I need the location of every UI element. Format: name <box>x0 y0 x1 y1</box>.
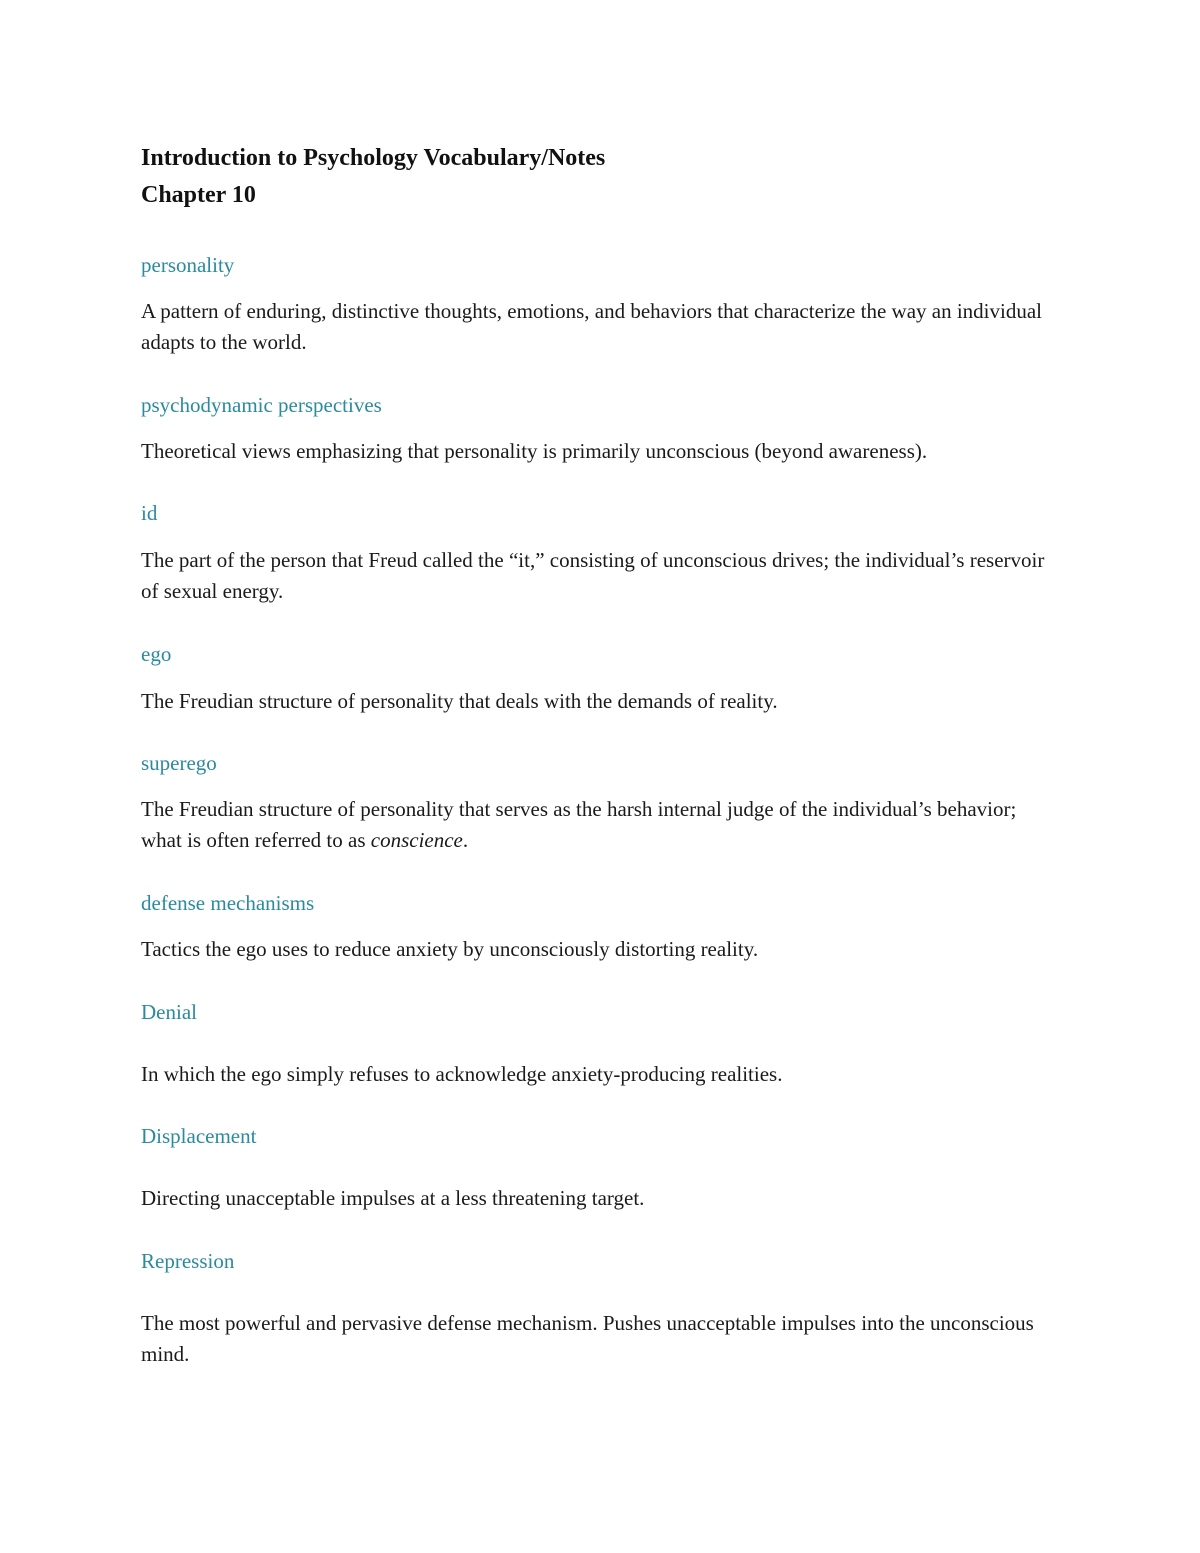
definition-id: The part of the person that Freud called the “it,” consisting of unconscious drives; the individual’s reservoir of sexual energy. <box>141 548 1045 603</box>
term-psychodynamic-perspectives: psychodynamic perspectives <box>141 393 382 417</box>
definition-psychodynamic-perspectives: Theoretical views emphasizing that personality is primarily unconscious (beyond awareness). <box>141 439 928 463</box>
definition-personality: A pattern of enduring, distinctive thoughts, emotions, and behaviors that characterize the way an individual adapts to the world. <box>141 299 1043 354</box>
document-title: Introduction to Psychology Vocabulary/Notes <box>141 145 606 171</box>
term-superego: superego <box>141 751 217 775</box>
definition-superego-text: The Freudian structure of personality that serves as the harsh internal judge of the individual’s behavior; what is often referred to as <box>141 797 1017 852</box>
definition-superego <box>141 794 1061 856</box>
term-displacement: Displacement <box>141 1124 257 1148</box>
definition-denial: In which the ego simply refuses to acknowledge anxiety-producing realities. <box>141 1062 783 1086</box>
definition-displacement: Directing unacceptable impulses at a less threatening target. <box>141 1186 645 1210</box>
term-defense-mechanisms: defense mechanisms <box>141 891 315 915</box>
term-denial: Denial <box>141 1000 197 1024</box>
emphasis-conscience: conscience <box>370 828 463 852</box>
term-personality: personality <box>141 253 235 277</box>
definition-defense-mechanisms: Tactics the ego uses to reduce anxiety by unconsciously distorting reality. <box>141 937 759 961</box>
definition-repression: The most powerful and pervasive defense mechanism. Pushes unacceptable impulses into the unconscious mind. <box>141 1311 1034 1366</box>
chapter-heading: Chapter 10 <box>141 182 256 208</box>
definition-ego: The Freudian structure of personality that deals with the demands of reality. <box>141 689 778 713</box>
definition-superego-end: . <box>462 828 469 852</box>
term-repression: Repression <box>141 1249 235 1273</box>
term-id: id <box>141 501 158 525</box>
term-ego: ego <box>141 642 172 666</box>
